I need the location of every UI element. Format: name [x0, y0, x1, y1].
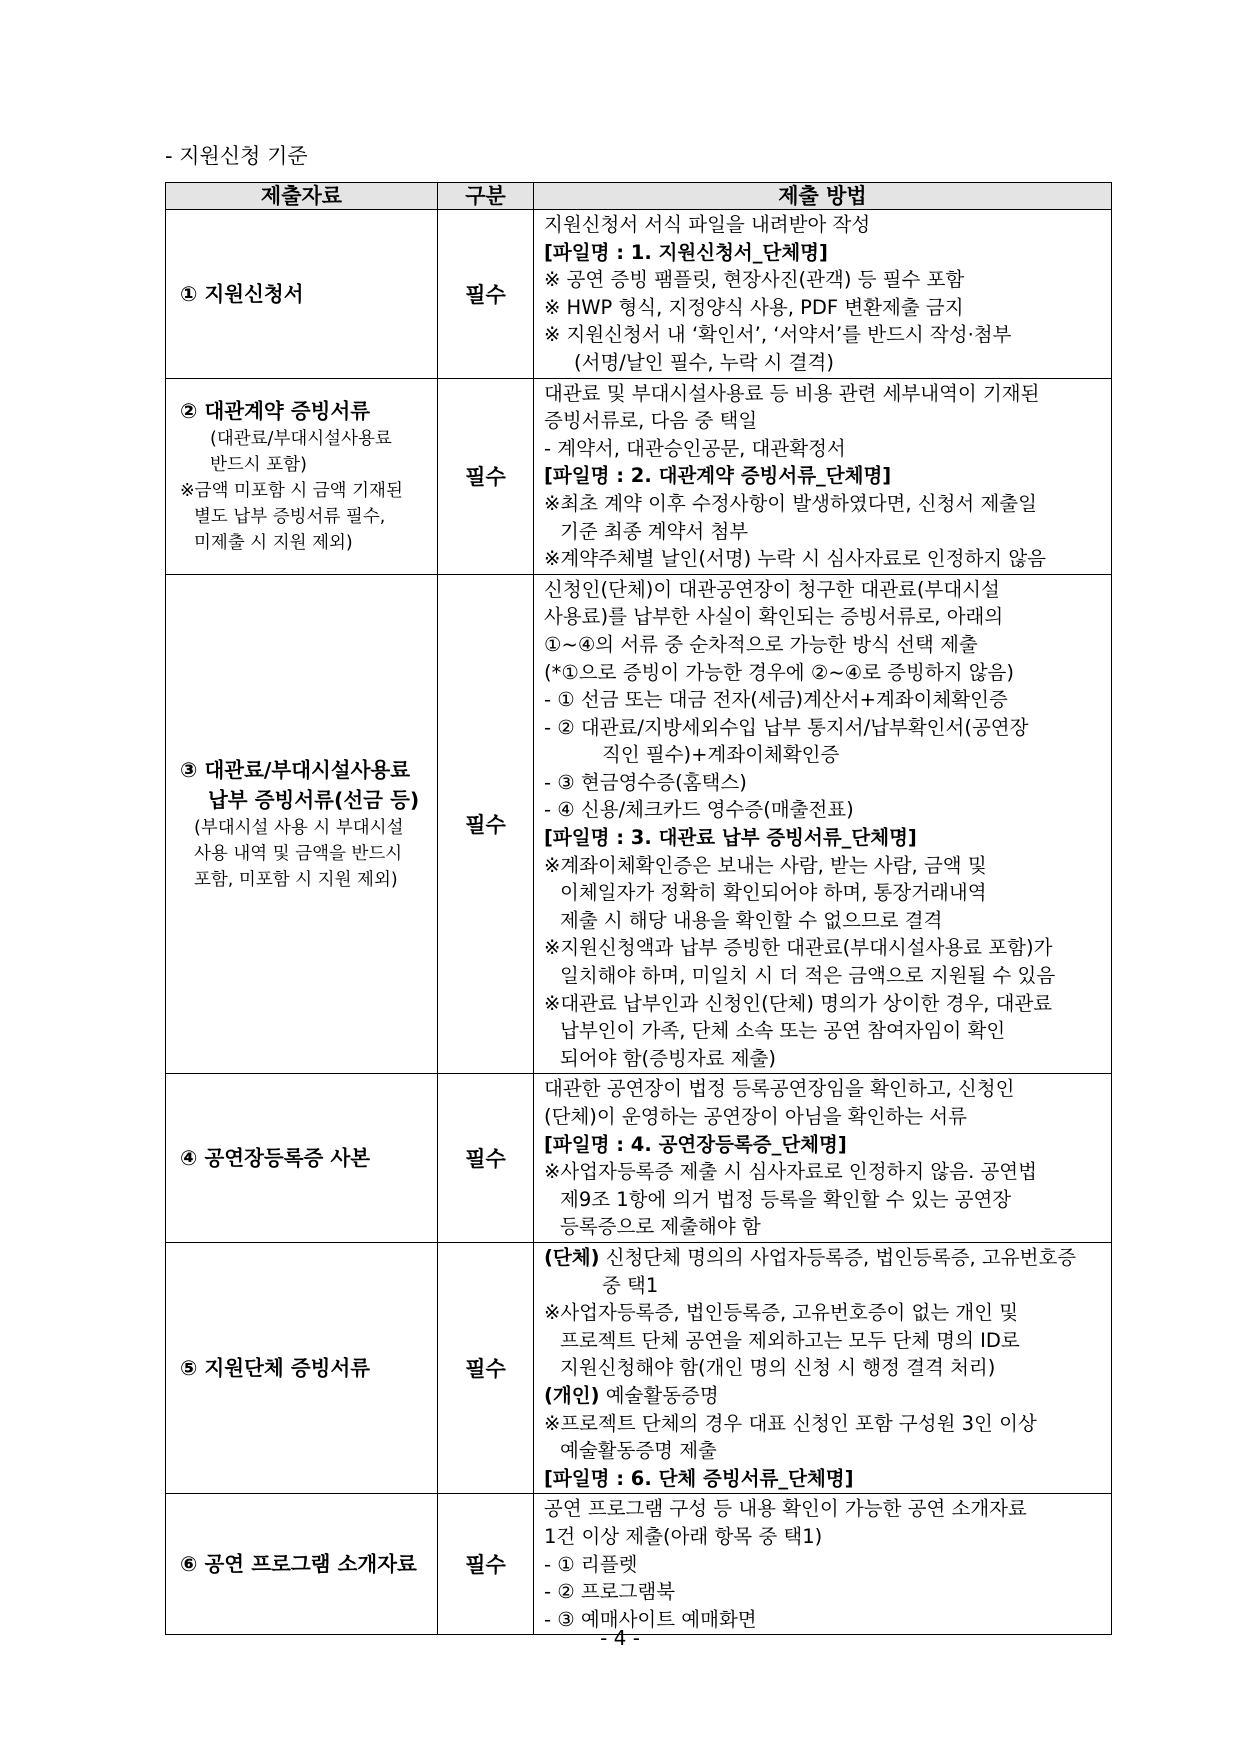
- method-line: 사용료)를 납부한 사실이 확인되는 증빙서류로, 아래의: [544, 605, 1004, 629]
- group-tag: (개인): [544, 1383, 600, 1407]
- method-line: 이체일자가 정확히 확인되어야 하며, 통장거래내역: [560, 881, 987, 905]
- submission-table: [165, 182, 1112, 1635]
- method-cell: [534, 1074, 1112, 1243]
- method-line: ※계약주체별 날인(서명) 누락 시 심사자료로 인정하지 않음: [544, 547, 1046, 571]
- method-line: - 계약서, 대관승인공문, 대관확정서: [544, 436, 846, 460]
- method-line: 중 택1: [602, 1273, 659, 1297]
- row-title: ④ 공연장등록증 사본: [180, 1146, 371, 1171]
- method-line: (서명/날인 필수, 누락 시 결격): [574, 350, 834, 374]
- method-line: 프로젝트 단체 공연을 제외하고는 모두 단체 명의 ID로: [560, 1328, 1020, 1352]
- method-line: ※대관료 납부인과 신청인(단체) 명의가 상이한 경우, 대관료: [544, 991, 1053, 1015]
- method-line: (개인) 예술활동증명: [544, 1383, 719, 1407]
- row-note: ※금액 미포함 시 금액 기재된: [180, 481, 403, 502]
- row-title-cell: [166, 574, 438, 1074]
- method-line: 일치해야 하며, 미일치 시 더 적은 금액으로 지원될 수 있음: [560, 964, 1056, 988]
- file-name-line: [파일명 : 2. 대관계약 증빙서류_단체명]: [544, 464, 892, 488]
- method-line: - ② 대관료/지방세외수입 납부 통지서/납부확인서(공연장: [544, 715, 1029, 739]
- header-submission-material: 제출자료: [166, 183, 438, 210]
- method-line: 직인 필수)+계좌이체확인증: [602, 743, 840, 767]
- row-note: 미제출 시 지원 제외): [194, 533, 353, 554]
- method-line: - ① 선금 또는 대금 전자(세금)계산서+계좌이체확인증: [544, 688, 1008, 712]
- row-title-cell: [166, 1494, 438, 1635]
- file-name-line: [파일명 : 4. 공연장등록증_단체명]: [544, 1132, 847, 1156]
- method-line: 지원신청서 서식 파일을 내려받아 작성: [544, 213, 871, 236]
- method-cell: [534, 378, 1112, 574]
- table-header-row: [166, 183, 1112, 210]
- method-line: 대관료 및 부대시설사용료 등 비용 관련 세부내역이 기재된: [544, 381, 1040, 405]
- method-line: ※사업자등록증, 법인등록증, 고유번호증이 없는 개인 및: [544, 1301, 1019, 1325]
- row-title: ① 지원신청서: [180, 281, 304, 306]
- row-title-cell: [166, 1242, 438, 1493]
- method-line: ※사업자등록증 제출 시 심사자료로 인정하지 않음. 공연법: [544, 1160, 1037, 1184]
- method-line: (*①으로 증빙이 가능한 경우에 ②~④로 증빙하지 않음): [544, 660, 1015, 684]
- row-title: ⑥ 공연 프로그램 소개자료: [180, 1552, 417, 1577]
- method-cell: [534, 210, 1112, 379]
- method-line: ※ HWP 형식, 지정양식 사용, PDF 변환제출 금지: [544, 295, 964, 319]
- method-line: 지원신청해야 함(개인 명의 신청 시 행정 결격 처리): [560, 1356, 996, 1380]
- file-name-line: [파일명 : 3. 대관료 납부 증빙서류_단체명]: [544, 826, 917, 850]
- method-line: - ② 프로그램북: [544, 1580, 676, 1604]
- section-heading: - 지원신청 기준: [165, 144, 308, 168]
- method-line: - ③ 예매사이트 예매화면: [544, 1607, 757, 1631]
- method-line: ※프로젝트 단체의 경우 대표 신청인 포함 구성원 3인 이상: [544, 1411, 1037, 1435]
- row-note: 사용 내역 및 금액을 반드시: [194, 844, 403, 865]
- method-line: 대관한 공연장이 법정 등록공연장임을 확인하고, 신청인: [544, 1077, 1015, 1101]
- table-row: [166, 1494, 1112, 1635]
- requirement-cell: 필수: [438, 1074, 534, 1243]
- row-note: 반드시 포함): [210, 455, 307, 476]
- method-line: 납부인이 가족, 단체 소속 또는 공연 참여자임이 확인: [560, 1019, 1006, 1043]
- row-title: ② 대관계약 증빙서류: [180, 399, 371, 424]
- method-cell: [534, 1494, 1112, 1635]
- row-note: 포함, 미포함 시 지원 제외): [194, 870, 398, 891]
- method-line: 되어야 함(증빙자료 제출): [560, 1046, 776, 1070]
- requirement-cell: 필수: [438, 574, 534, 1074]
- method-line: 제9조 1항에 의거 법정 등록을 확인할 수 있는 공연장: [560, 1187, 1012, 1211]
- header-category: 구분: [438, 183, 534, 210]
- method-line: - ① 리플렛: [544, 1552, 638, 1576]
- method-line: 공연 프로그램 구성 등 내용 확인이 가능한 공연 소개자료: [544, 1497, 1027, 1521]
- method-line: 신청인(단체)이 대관공연장이 청구한 대관료(부대시설: [544, 577, 1000, 601]
- requirement-cell: 필수: [438, 378, 534, 574]
- row-note: (부대시설 사용 시 부대시설: [194, 818, 404, 839]
- method-line: 증빙서류로, 다음 중 택일: [544, 409, 758, 433]
- method-line: ※ 공연 증빙 팸플릿, 현장사진(관객) 등 필수 포함: [544, 268, 965, 292]
- method-cell: [534, 1242, 1112, 1493]
- method-line: - ④ 신용/체크카드 영수증(매출전표): [544, 798, 854, 822]
- row-title: ⑤ 지원단체 증빙서류: [180, 1356, 371, 1381]
- method-line: 제출 시 해당 내용을 확인할 수 없으므로 결격: [560, 908, 943, 932]
- method-line: ※최초 계약 이후 수정사항이 발생하였다면, 신청서 제출일: [544, 491, 1037, 515]
- method-line: 1건 이상 제출(아래 항목 중 택1): [544, 1524, 823, 1548]
- table-row: [166, 1242, 1112, 1493]
- row-title: ③ 대관료/부대시설사용료: [180, 758, 411, 783]
- method-line: (단체) 신청단체 명의의 사업자등록증, 법인등록증, 고유번호증: [544, 1245, 1077, 1269]
- row-note: 별도 납부 증빙서류 필수,: [194, 507, 386, 528]
- group-tag: (단체): [544, 1245, 600, 1269]
- method-line: ※계좌이체확인증은 보내는 사람, 받는 사람, 금액 및: [544, 853, 987, 877]
- method-line: - ③ 현금영수증(홈택스): [544, 770, 747, 794]
- row-note: (대관료/부대시설사용료: [210, 429, 392, 450]
- method-line: 예술활동증명 제출: [560, 1439, 717, 1463]
- page-number: - 4 -: [600, 1626, 640, 1650]
- row-title-cell: [166, 378, 438, 574]
- table-row: [166, 378, 1112, 574]
- method-line: 등록증으로 제출해야 함: [560, 1215, 761, 1239]
- table-row: [166, 210, 1112, 379]
- requirement-cell: 필수: [438, 1494, 534, 1635]
- requirement-cell: 필수: [438, 1242, 534, 1493]
- table-row: [166, 1074, 1112, 1243]
- method-line: 기준 최종 계약서 첨부: [560, 519, 749, 543]
- file-name-line: [파일명 : 1. 지원신청서_단체명]: [544, 240, 828, 264]
- method-cell: [534, 574, 1112, 1074]
- method-line: ※지원신청액과 납부 증빙한 대관료(부대시설사용료 포함)가: [544, 936, 1053, 960]
- table-row: [166, 574, 1112, 1074]
- row-title-cell: [166, 1074, 438, 1243]
- file-name-line: [파일명 : 6. 단체 증빙서류_단체명]: [544, 1466, 854, 1490]
- method-line: ※ 지원신청서 내 ‘확인서’, ‘서약서’를 반드시 작성·첨부: [544, 323, 1012, 347]
- requirement-cell: 필수: [438, 210, 534, 379]
- method-line: (단체)이 운영하는 공연장이 아님을 확인하는 서류: [544, 1105, 967, 1128]
- row-title-cell: [166, 210, 438, 379]
- row-title: 납부 증빙서류(선금 등): [208, 788, 420, 813]
- header-submission-method: 제출 방법: [534, 183, 1112, 210]
- method-line: ①~④의 서류 중 순차적으로 가능한 방식 선택 제출: [544, 632, 978, 656]
